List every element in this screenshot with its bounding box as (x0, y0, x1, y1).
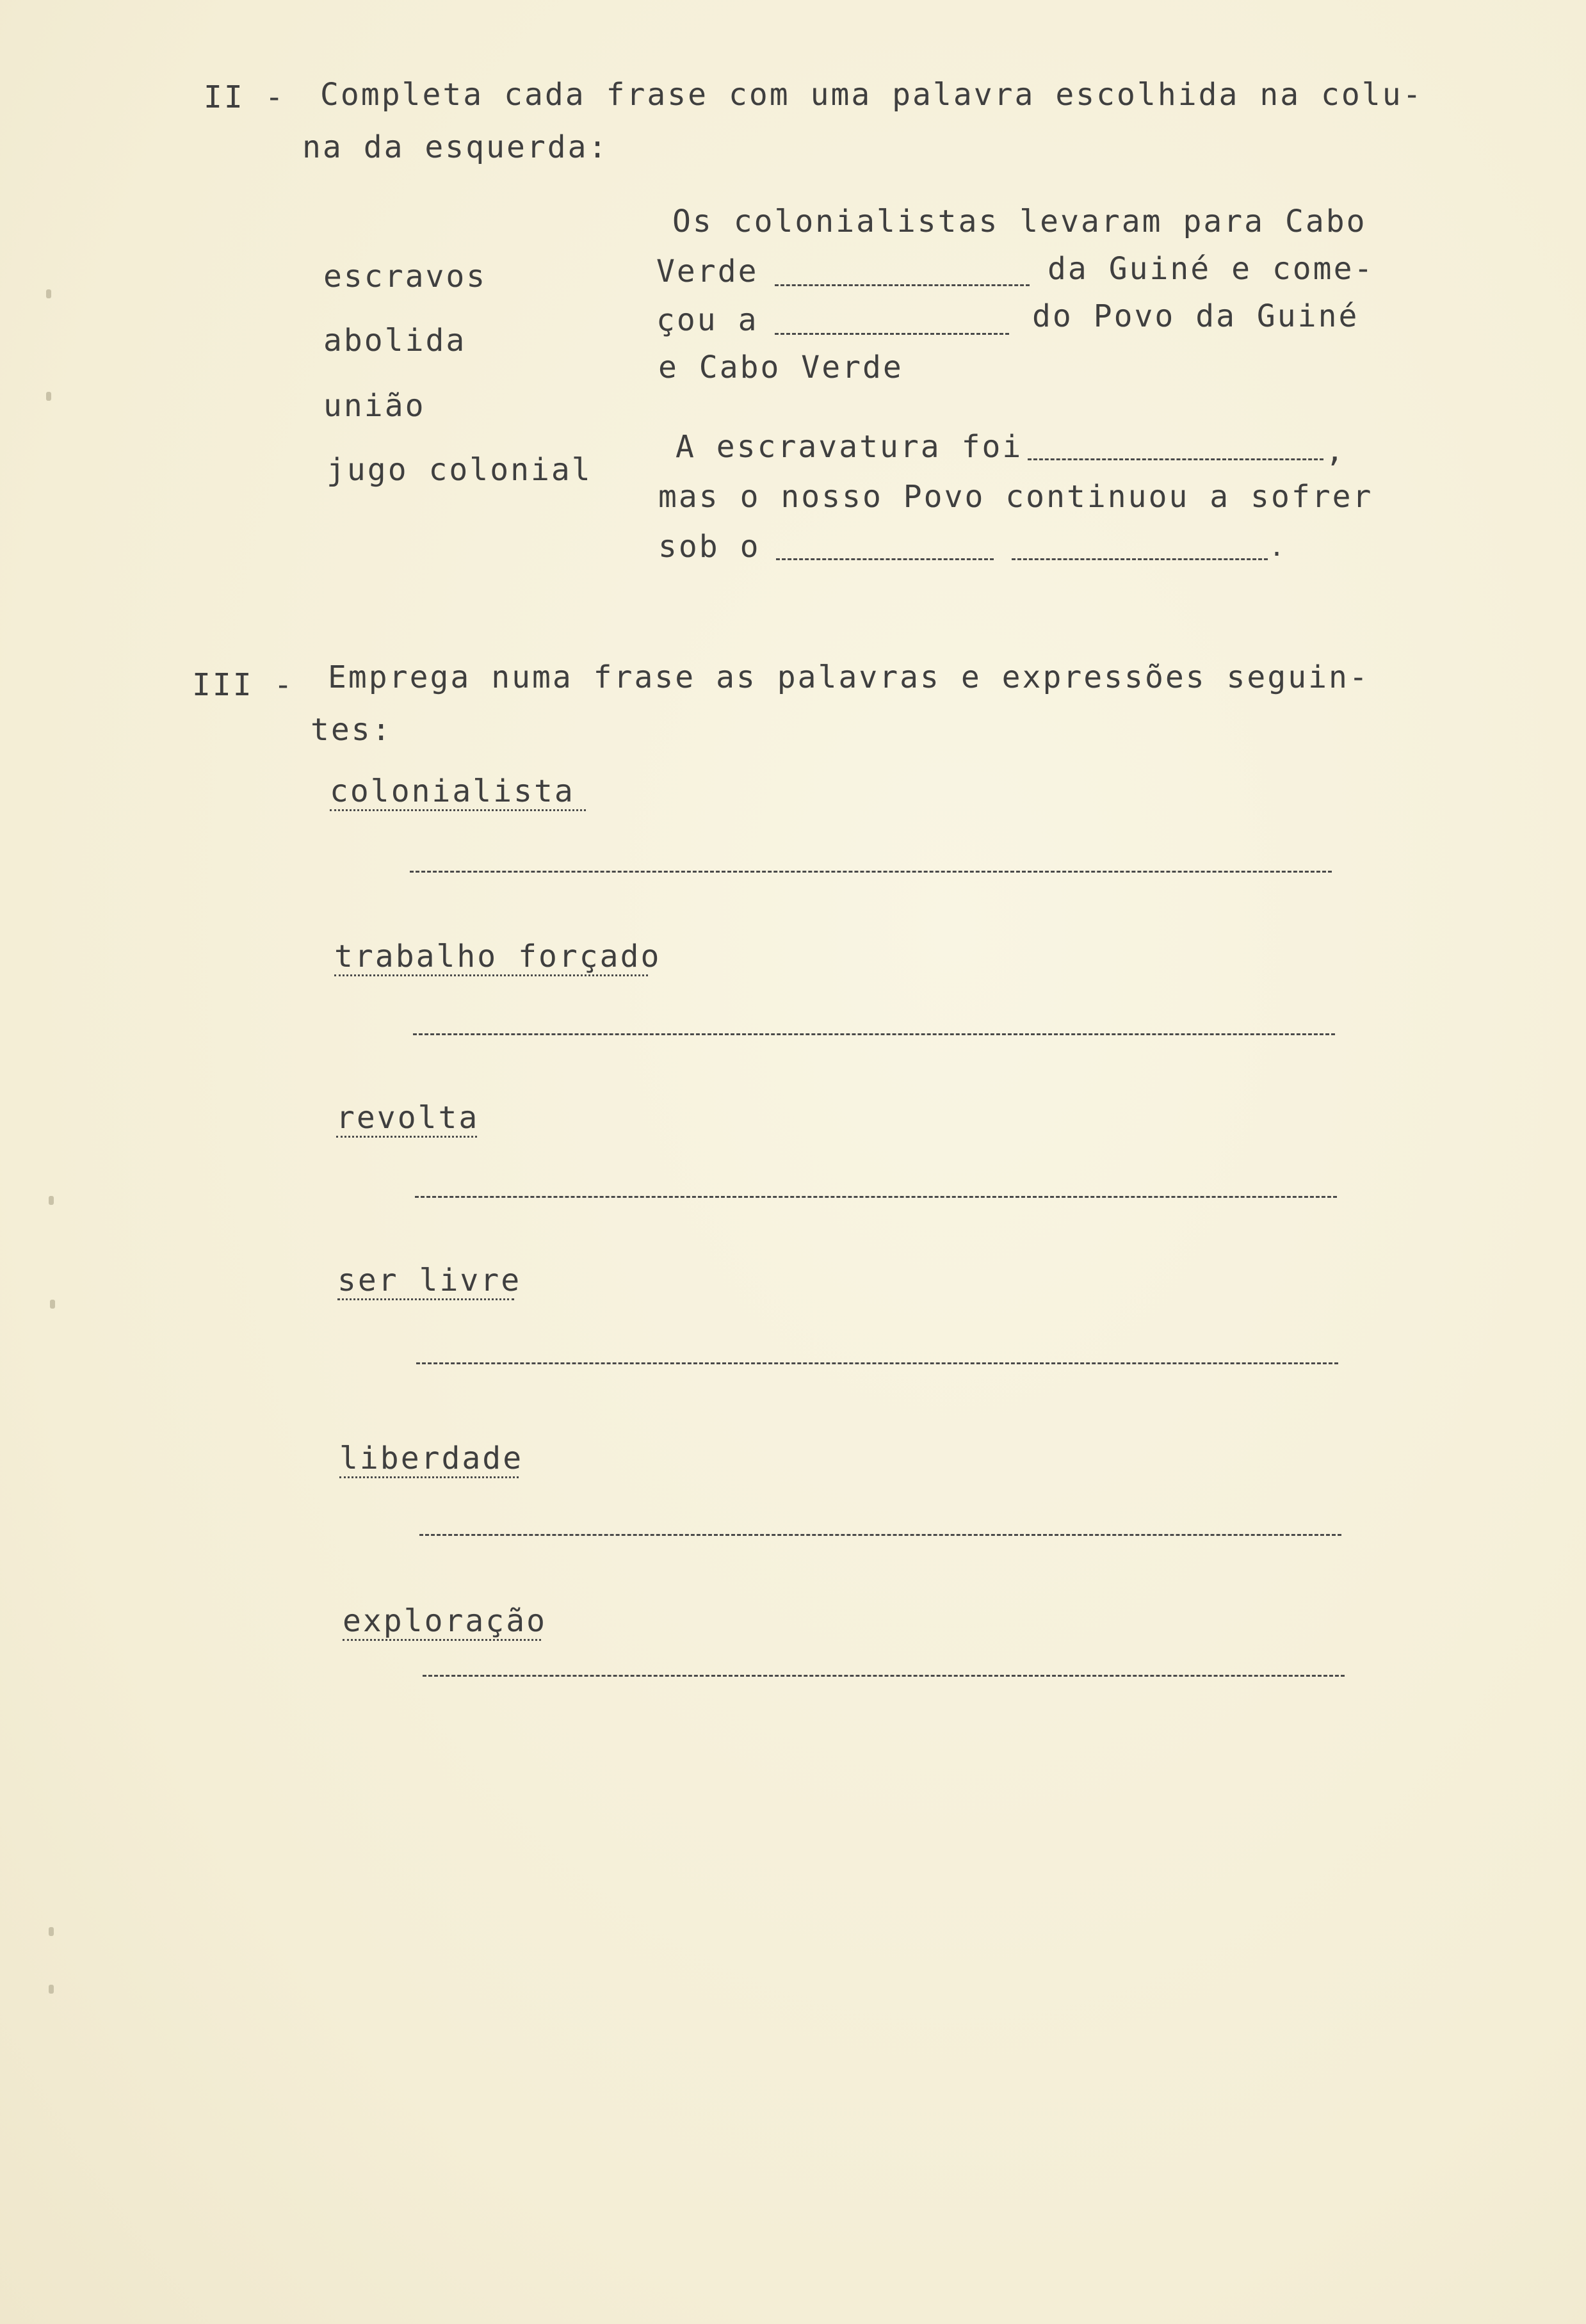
answer-line[interactable] (416, 1362, 1338, 1364)
term-underline (343, 1639, 541, 1641)
term-underline (330, 809, 586, 811)
sentence-1-line: Os colonialistas levaram para Cabo (672, 204, 1367, 239)
answer-line[interactable] (413, 1033, 1335, 1035)
term-label: liberdade (339, 1440, 524, 1476)
section-2-number: II - (204, 79, 286, 115)
answer-line[interactable] (423, 1675, 1345, 1677)
sentence-2-line: , (1325, 433, 1346, 469)
fill-blank-5[interactable] (1012, 558, 1268, 560)
sentence-2-line: mas o nosso Povo continuou a sofrer (658, 479, 1373, 515)
sentence-2-line: . (1269, 533, 1287, 562)
sentence-1-line: da Guiné e come- (1048, 251, 1375, 287)
sentence-1-line: do Povo da Guiné (1032, 298, 1359, 334)
answer-line[interactable] (415, 1196, 1337, 1198)
fill-blank-1[interactable] (775, 284, 1030, 286)
margin-mark (46, 289, 51, 298)
word-bank-item: abolida (323, 323, 467, 359)
term-label: trabalho forçado (334, 939, 661, 974)
margin-mark (49, 1196, 54, 1205)
answer-line[interactable] (419, 1534, 1341, 1536)
term-label: exploração (343, 1603, 547, 1639)
term-underline (336, 1136, 477, 1138)
word-bank-item: jugo colonial (327, 452, 592, 488)
term-underline (337, 1298, 514, 1300)
sentence-2-line: A escravatura foi (676, 429, 1023, 465)
section-3-instruction-cont: tes: (311, 712, 392, 748)
word-bank-item: união (323, 388, 426, 424)
fill-blank-4[interactable] (776, 558, 994, 560)
section-2-instruction-cont: na da esquerda: (302, 129, 609, 165)
answer-line[interactable] (410, 871, 1332, 873)
margin-mark (49, 1985, 54, 1994)
fill-blank-3[interactable] (1028, 458, 1323, 460)
fill-blank-2[interactable] (775, 333, 1009, 335)
margin-mark (50, 1300, 55, 1309)
section-3-number: III - (192, 667, 295, 703)
sentence-2-line: sob o (658, 529, 761, 565)
term-label: revolta (336, 1100, 480, 1136)
section-3-instruction: Emprega numa frase as palavras e expressões seguin- (328, 659, 1370, 695)
word-bank-item: escravos (323, 259, 487, 295)
margin-mark (49, 1927, 54, 1936)
term-underline (339, 1476, 519, 1478)
margin-mark (46, 392, 51, 401)
term-label: colonialista (330, 773, 575, 809)
sentence-1-line: e Cabo Verde (658, 350, 903, 385)
sentence-1-line: çou a (656, 302, 759, 338)
term-label: ser livre (337, 1263, 522, 1298)
section-2-instruction: Completa cada frase com uma palavra escolhida na colu- (320, 77, 1423, 113)
sentence-1-line: Verde (656, 254, 759, 289)
term-underline (334, 974, 648, 976)
